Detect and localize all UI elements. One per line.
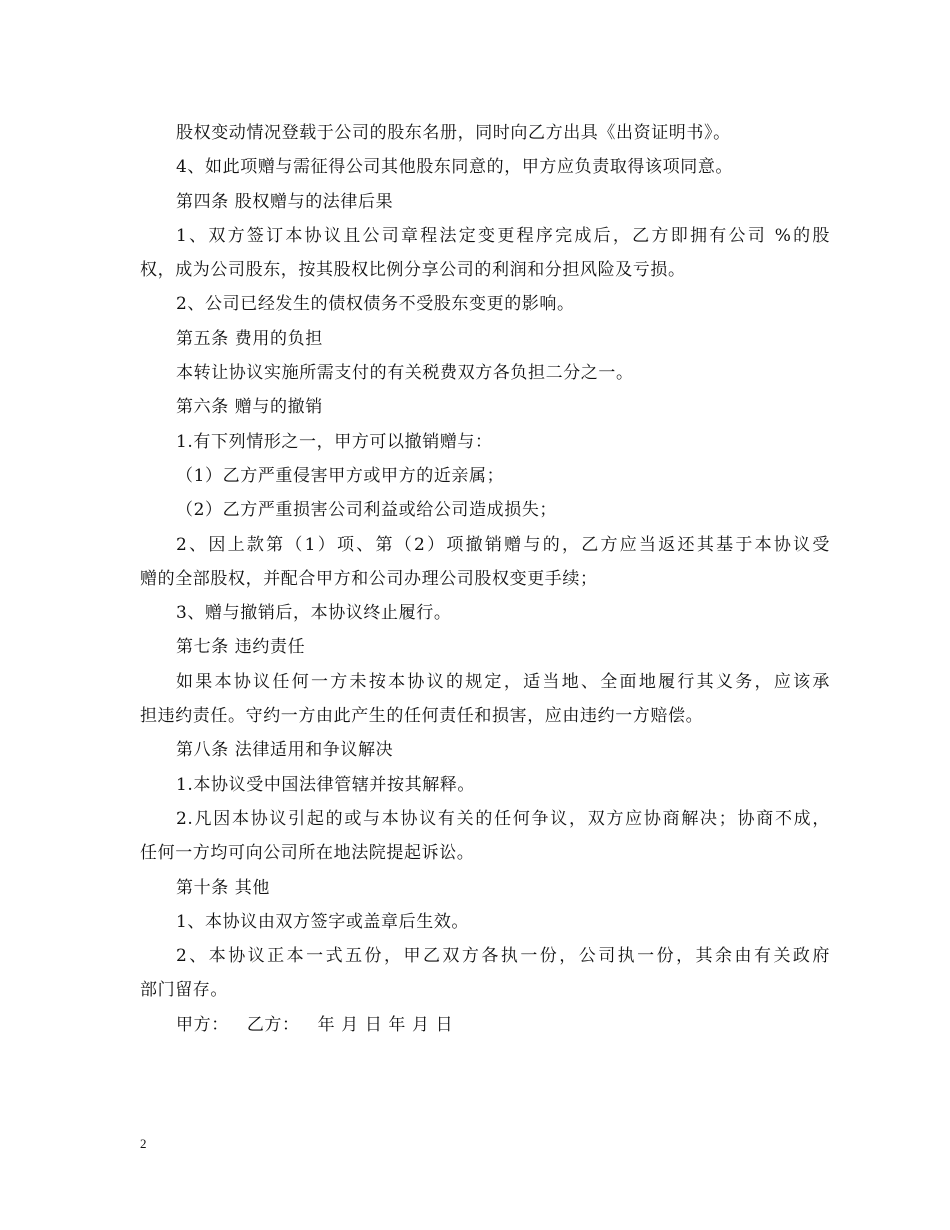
- paragraph-line: 2、公司已经发生的债权债务不受股东变更的影响。: [176, 294, 575, 315]
- paragraph-line: 权，成为公司股东，按其股权比例分享公司的利润和分担风险及亏损。: [140, 260, 686, 281]
- paragraph-line: 1、本协议由双方签字或盖章后生效。: [176, 911, 470, 932]
- signature-line: [140, 1008, 830, 1042]
- paragraph-line: 任何一方均可向公司所在地法院提起诉讼。: [140, 843, 475, 864]
- signature-date: 年 月 日 年 月 日: [317, 1014, 454, 1035]
- paragraph-line: 2、本协议正本一式五份，甲乙双方各执一份，公司执一份，其余由有关政府: [176, 946, 830, 967]
- party-b-label: 乙方：: [246, 1014, 300, 1035]
- section-heading: 第四条 股权赠与的法律后果: [176, 191, 394, 212]
- section-heading: 第六条 赠与的撤销: [176, 397, 323, 418]
- paragraph-line: 1.本协议受中国法律管辖并按其解释。: [176, 774, 476, 795]
- paragraph-line: 如果本协议任何一方未按本协议的规定，适当地、全面地履行其义务，应该承: [176, 671, 830, 692]
- document-body: [140, 116, 830, 1042]
- paragraph-line: 股权变动情况登载于公司的股东名册，同时向乙方出具《出资证明书》。: [176, 123, 731, 143]
- paragraph-line: 1、双方签订本协议且公司章程法定变更程序完成后，乙方即拥有公司 %的股: [176, 225, 830, 246]
- party-a-label: 甲方：: [176, 1014, 229, 1035]
- paragraph-line: 1.有下列情形之一，甲方可以撤销赠与：: [176, 431, 493, 452]
- paragraph-line: 4、如此项赠与需征得公司其他股东同意的，甲方应负责取得该项同意。: [176, 157, 734, 178]
- paragraph-line: 2.凡因本协议引起的或与本协议有关的任何争议，双方应协商解决；协商不成，: [176, 808, 830, 829]
- section-heading: 第五条 费用的负担: [176, 328, 323, 349]
- page-number: 2: [140, 1136, 147, 1151]
- paragraph-line: 部门留存。: [140, 980, 228, 1001]
- section-heading: 第八条 法律适用和争议解决: [176, 740, 394, 761]
- paragraph-line: 担违约责任。守约一方由此产生的任何责任和损害，应由违约一方赔偿。: [140, 706, 704, 727]
- section-heading: 第七条 违约责任: [176, 637, 306, 658]
- paragraph-line: 3、赠与撤销后，本协议终止履行。: [176, 603, 452, 624]
- list-item: （2）乙方严重损害公司利益或给公司造成损失；: [176, 500, 558, 521]
- paragraph-line: 2、因上款第（1）项、第（2）项撤销赠与的，乙方应当返还其基于本协议受: [176, 534, 830, 555]
- paragraph-line: 本转让协议实施所需支付的有关税费双方各负担二分之一。: [176, 363, 634, 384]
- list-item: （1）乙方严重侵害甲方或甲方的近亲属；: [176, 465, 505, 486]
- section-heading: 第十条 其他: [176, 877, 271, 898]
- paragraph-line: 赠的全部股权，并配合甲方和公司办理公司股权变更手续；: [140, 568, 598, 589]
